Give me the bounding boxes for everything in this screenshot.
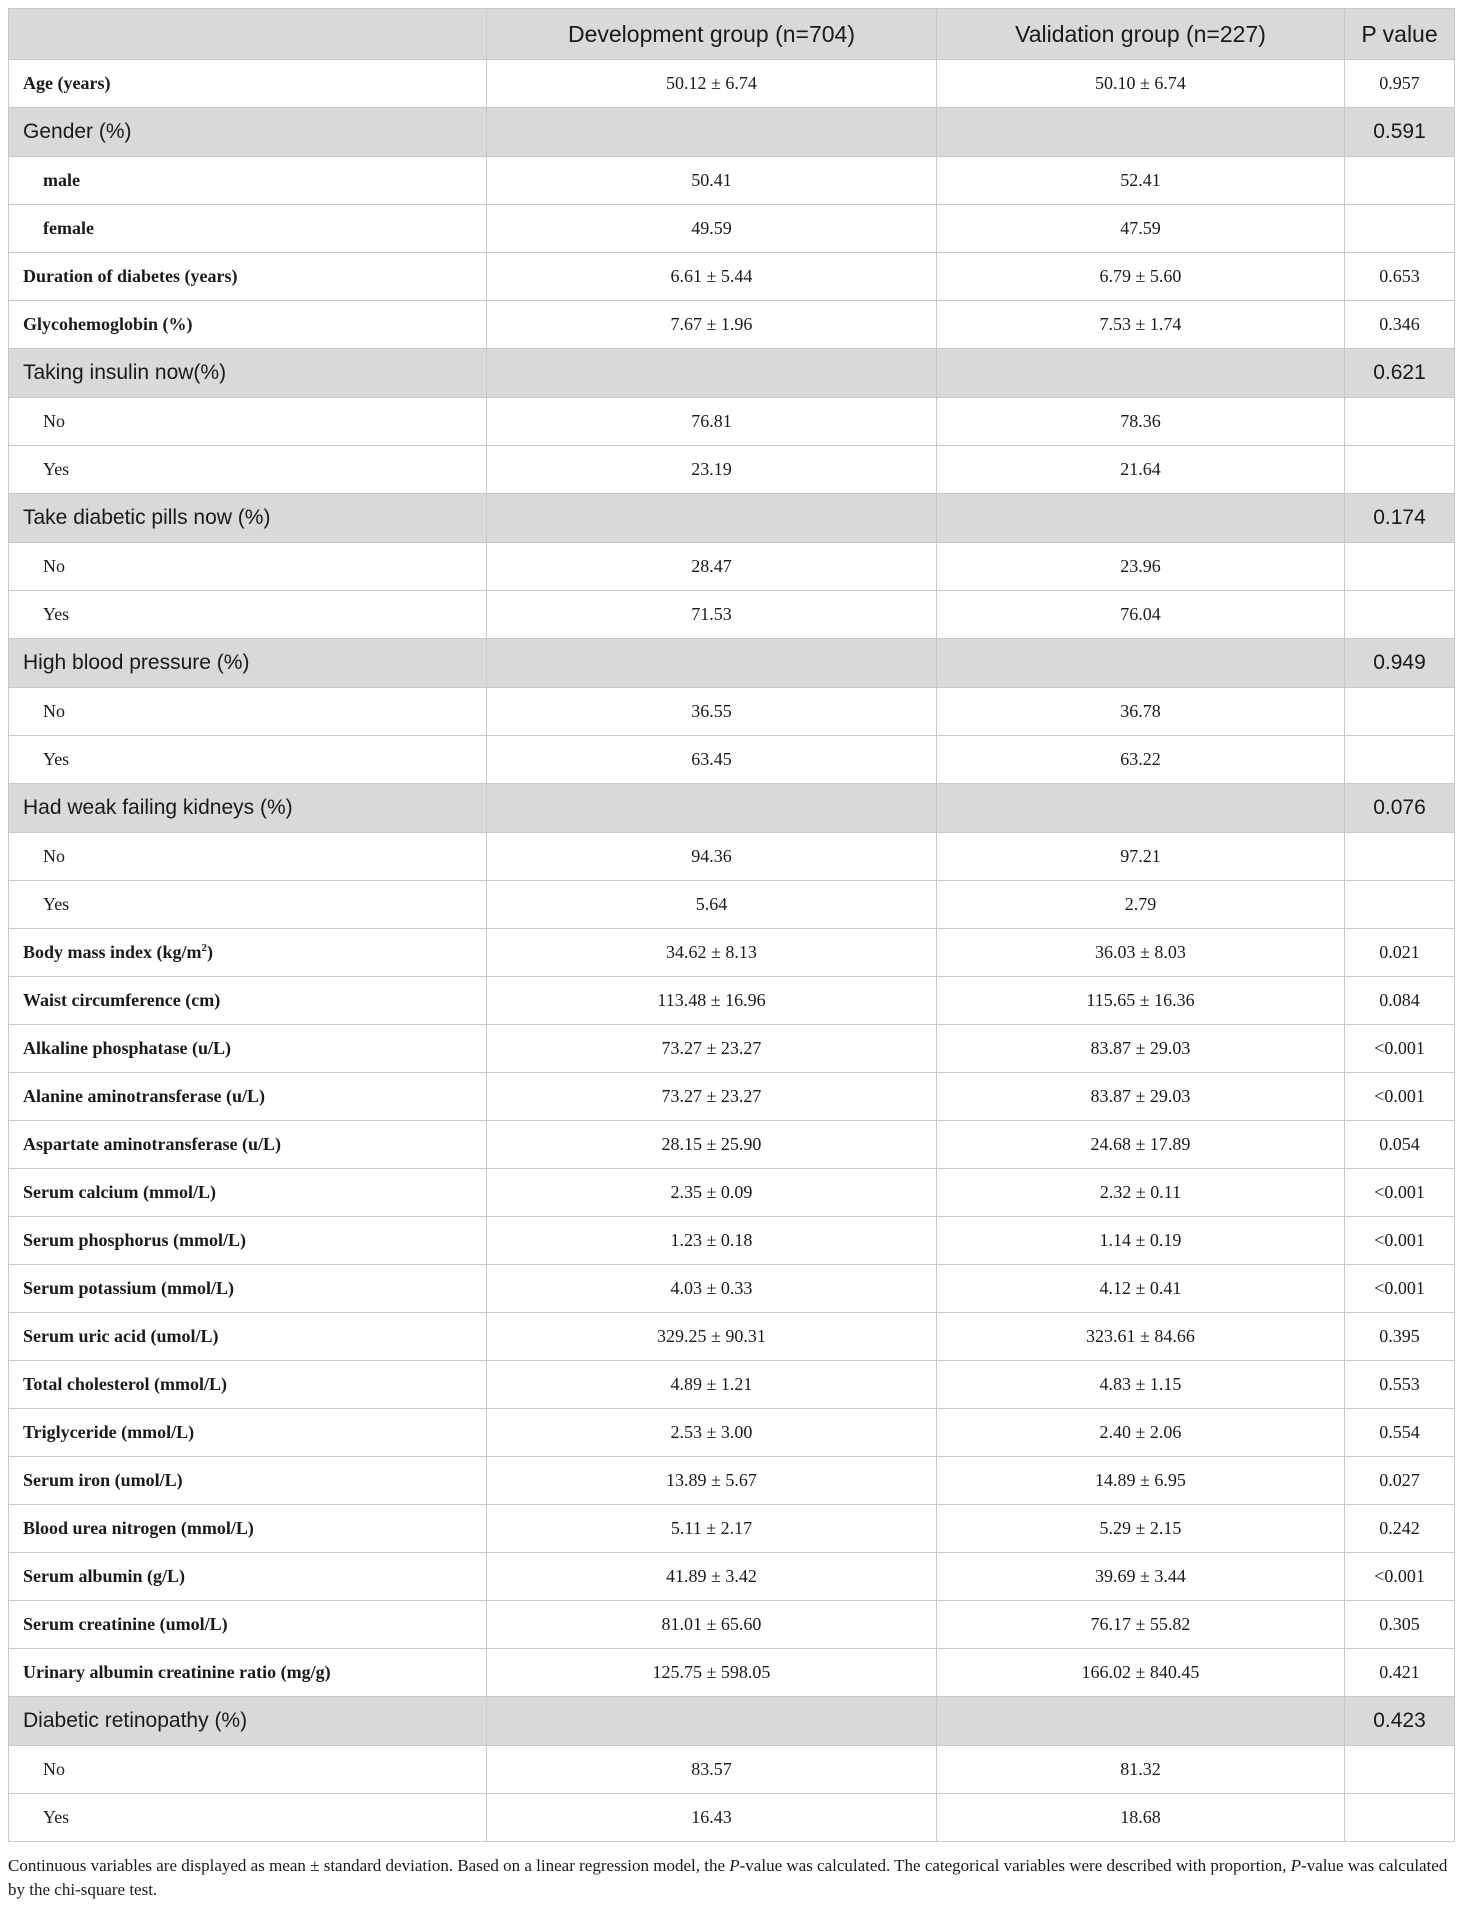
p-value: <0.001 [1345, 1217, 1455, 1265]
header-row [9, 9, 1455, 60]
row-label [9, 253, 487, 301]
row-label-text: Serum albumin (g/L) [23, 1566, 186, 1586]
footnote-text-3: -value was calculated by the chi-square test. [8, 1856, 1448, 1899]
row-label [9, 1409, 487, 1457]
group-row [9, 108, 1455, 157]
development-value: 4.89 ± 1.21 [487, 1361, 937, 1409]
validation-value: 14.89 ± 6.95 [937, 1457, 1345, 1505]
row-label-text: Yes [43, 604, 70, 624]
validation-value: 21.64 [937, 446, 1345, 494]
row-label [9, 494, 487, 543]
development-value: 5.64 [487, 881, 937, 929]
p-value [1345, 833, 1455, 881]
validation-value [937, 108, 1345, 157]
p-value [1345, 688, 1455, 736]
row-label [9, 1746, 487, 1794]
p-value [1345, 398, 1455, 446]
header-validation-group: Validation group (n=227) [937, 9, 1345, 60]
table-row [9, 60, 1455, 108]
row-label [9, 1601, 487, 1649]
development-value: 1.23 ± 0.18 [487, 1217, 937, 1265]
table-row [9, 157, 1455, 205]
validation-value: 83.87 ± 29.03 [937, 1073, 1345, 1121]
development-value: 28.47 [487, 543, 937, 591]
table-container [8, 8, 1454, 1902]
footnote-p-italic-2: P [1290, 1856, 1302, 1875]
row-label-text: Waist circumference (cm) [23, 990, 221, 1010]
p-value: 0.084 [1345, 977, 1455, 1025]
row-label-text: Yes [43, 459, 70, 479]
row-label-text: Glycohemoglobin (%) [23, 314, 193, 334]
validation-value: 36.03 ± 8.03 [937, 929, 1345, 977]
table-row [9, 1361, 1455, 1409]
validation-value: 115.65 ± 16.36 [937, 977, 1345, 1025]
row-label-text: Had weak failing kidneys (%) [23, 796, 293, 819]
table-row [9, 1217, 1455, 1265]
development-value: 73.27 ± 23.27 [487, 1025, 937, 1073]
row-label [9, 1313, 487, 1361]
baseline-characteristics-table [8, 8, 1455, 1842]
validation-value [937, 349, 1345, 398]
row-label-text: No [43, 846, 65, 866]
development-value [487, 108, 937, 157]
development-value: 113.48 ± 16.96 [487, 977, 937, 1025]
row-label [9, 833, 487, 881]
p-value: 0.395 [1345, 1313, 1455, 1361]
development-value: 76.81 [487, 398, 937, 446]
validation-value: 63.22 [937, 736, 1345, 784]
development-value: 329.25 ± 90.31 [487, 1313, 937, 1361]
row-label [9, 1361, 487, 1409]
row-label [9, 784, 487, 833]
development-value [487, 639, 937, 688]
validation-value: 18.68 [937, 1794, 1345, 1842]
row-label-text: Yes [43, 749, 70, 769]
row-label-end: ) [207, 942, 214, 962]
row-label-text: No [43, 411, 65, 431]
row-label-text: High blood pressure (%) [23, 651, 250, 674]
table-row [9, 446, 1455, 494]
row-label [9, 446, 487, 494]
group-row [9, 494, 1455, 543]
row-label-text: Serum creatinine (umol/L) [23, 1614, 228, 1634]
row-label [9, 639, 487, 688]
development-value: 28.15 ± 25.90 [487, 1121, 937, 1169]
validation-value: 97.21 [937, 833, 1345, 881]
p-value: 0.957 [1345, 60, 1455, 108]
table-row [9, 1746, 1455, 1794]
validation-value: 1.14 ± 0.19 [937, 1217, 1345, 1265]
table-body [9, 60, 1455, 1842]
row-label-text: Taking insulin now(%) [23, 361, 227, 384]
development-value [487, 494, 937, 543]
validation-value: 36.78 [937, 688, 1345, 736]
table-row [9, 398, 1455, 446]
p-value: 0.346 [1345, 301, 1455, 349]
row-label [9, 1121, 487, 1169]
p-value [1345, 591, 1455, 639]
row-label [9, 881, 487, 929]
row-label [9, 1649, 487, 1697]
row-label-text: Yes [43, 1807, 70, 1827]
row-label-text: Gender (%) [23, 120, 132, 143]
p-value [1345, 543, 1455, 591]
row-label-text: Yes [43, 894, 70, 914]
p-value [1345, 736, 1455, 784]
development-value: 50.12 ± 6.74 [487, 60, 937, 108]
validation-value: 323.61 ± 84.66 [937, 1313, 1345, 1361]
row-label [9, 736, 487, 784]
validation-value: 24.68 ± 17.89 [937, 1121, 1345, 1169]
row-label-text: Serum uric acid (umol/L) [23, 1326, 219, 1346]
p-value: 0.174 [1345, 494, 1455, 543]
p-value [1345, 446, 1455, 494]
p-value: <0.001 [1345, 1265, 1455, 1313]
validation-value: 50.10 ± 6.74 [937, 60, 1345, 108]
p-value: <0.001 [1345, 1073, 1455, 1121]
p-value: 0.653 [1345, 253, 1455, 301]
development-value: 4.03 ± 0.33 [487, 1265, 937, 1313]
development-value: 23.19 [487, 446, 937, 494]
table-row [9, 1649, 1455, 1697]
row-label [9, 1794, 487, 1842]
p-value: 0.949 [1345, 639, 1455, 688]
table-row [9, 1457, 1455, 1505]
group-row [9, 639, 1455, 688]
development-value: 6.61 ± 5.44 [487, 253, 937, 301]
row-label [9, 591, 487, 639]
validation-value: 6.79 ± 5.60 [937, 253, 1345, 301]
table-row [9, 1025, 1455, 1073]
row-label [9, 1169, 487, 1217]
development-value: 5.11 ± 2.17 [487, 1505, 937, 1553]
row-label-text: male [43, 170, 80, 190]
development-value: 2.35 ± 0.09 [487, 1169, 937, 1217]
table-row [9, 881, 1455, 929]
p-value: 0.242 [1345, 1505, 1455, 1553]
development-value: 34.62 ± 8.13 [487, 929, 937, 977]
row-label-text: Total cholesterol (mmol/L) [23, 1374, 227, 1394]
row-label-text: No [43, 1759, 65, 1779]
row-label-text: Triglyceride (mmol/L) [23, 1422, 195, 1442]
development-value: 63.45 [487, 736, 937, 784]
p-value: 0.027 [1345, 1457, 1455, 1505]
development-value: 73.27 ± 23.27 [487, 1073, 937, 1121]
validation-value: 81.32 [937, 1746, 1345, 1794]
p-value: <0.001 [1345, 1553, 1455, 1601]
p-value: <0.001 [1345, 1169, 1455, 1217]
table-row [9, 1601, 1455, 1649]
row-label [9, 543, 487, 591]
row-label [9, 1553, 487, 1601]
row-label [9, 688, 487, 736]
validation-value: 2.32 ± 0.11 [937, 1169, 1345, 1217]
development-value: 2.53 ± 3.00 [487, 1409, 937, 1457]
validation-value: 83.87 ± 29.03 [937, 1025, 1345, 1073]
development-value: 36.55 [487, 688, 937, 736]
row-label-text: Diabetic retinopathy (%) [23, 1709, 248, 1732]
row-label [9, 349, 487, 398]
p-value [1345, 881, 1455, 929]
table-row [9, 736, 1455, 784]
row-label-superscript: 2 [201, 942, 208, 954]
footnote-p-italic-1: P [729, 1856, 740, 1875]
p-value: 0.021 [1345, 929, 1455, 977]
table-row [9, 929, 1455, 977]
footnote-text-2: -value was calculated. The categorical variables were described with proportion, [739, 1856, 1291, 1875]
p-value [1345, 157, 1455, 205]
row-label-text: Alkaline phosphatase (u/L) [23, 1038, 232, 1058]
development-value [487, 784, 937, 833]
table-row [9, 1313, 1455, 1361]
validation-value: 166.02 ± 840.45 [937, 1649, 1345, 1697]
p-value: 0.423 [1345, 1697, 1455, 1746]
row-label-text: Take diabetic pills now (%) [23, 506, 271, 529]
p-value: 0.621 [1345, 349, 1455, 398]
validation-value: 76.04 [937, 591, 1345, 639]
table-row [9, 833, 1455, 881]
validation-value: 4.12 ± 0.41 [937, 1265, 1345, 1313]
development-value: 41.89 ± 3.42 [487, 1553, 937, 1601]
development-value [487, 349, 937, 398]
development-value: 125.75 ± 598.05 [487, 1649, 937, 1697]
header-development-group: Development group (n=704) [487, 9, 937, 60]
row-label [9, 1073, 487, 1121]
row-label [9, 157, 487, 205]
development-value: 13.89 ± 5.67 [487, 1457, 937, 1505]
row-label [9, 205, 487, 253]
row-label-text: Duration of diabetes (years) [23, 266, 238, 286]
row-label [9, 1697, 487, 1746]
table-footnote [8, 1854, 1454, 1902]
validation-value: 2.40 ± 2.06 [937, 1409, 1345, 1457]
validation-value: 23.96 [937, 543, 1345, 591]
validation-value: 52.41 [937, 157, 1345, 205]
p-value: 0.076 [1345, 784, 1455, 833]
row-label [9, 398, 487, 446]
group-row [9, 784, 1455, 833]
row-label [9, 1505, 487, 1553]
development-value: 7.67 ± 1.96 [487, 301, 937, 349]
p-value [1345, 1794, 1455, 1842]
row-label-text: Serum calcium (mmol/L) [23, 1182, 216, 1202]
row-label [9, 977, 487, 1025]
row-label [9, 929, 487, 977]
row-label-text: Body mass index (kg/m [23, 942, 202, 962]
development-value [487, 1697, 937, 1746]
development-value: 71.53 [487, 591, 937, 639]
p-value: 0.553 [1345, 1361, 1455, 1409]
table-row [9, 1265, 1455, 1313]
table-row [9, 1553, 1455, 1601]
validation-value: 47.59 [937, 205, 1345, 253]
development-value: 50.41 [487, 157, 937, 205]
header-variable [9, 9, 487, 60]
p-value [1345, 1746, 1455, 1794]
validation-value: 39.69 ± 3.44 [937, 1553, 1345, 1601]
row-label-text: female [43, 218, 94, 238]
row-label-text: Aspartate aminotransferase (u/L) [23, 1134, 281, 1154]
development-value: 16.43 [487, 1794, 937, 1842]
table-row [9, 301, 1455, 349]
group-row [9, 349, 1455, 398]
row-label [9, 301, 487, 349]
row-label-text: Serum iron (umol/L) [23, 1470, 183, 1490]
validation-value [937, 1697, 1345, 1746]
table-row [9, 1169, 1455, 1217]
development-value: 94.36 [487, 833, 937, 881]
table-row [9, 1794, 1455, 1842]
validation-value [937, 639, 1345, 688]
p-value: 0.554 [1345, 1409, 1455, 1457]
row-label-text: Serum potassium (mmol/L) [23, 1278, 234, 1298]
row-label-text: Alanine aminotransferase (u/L) [23, 1086, 265, 1106]
validation-value: 2.79 [937, 881, 1345, 929]
row-label-text: Serum phosphorus (mmol/L) [23, 1230, 247, 1250]
table-row [9, 977, 1455, 1025]
p-value [1345, 205, 1455, 253]
p-value: 0.421 [1345, 1649, 1455, 1697]
footnote-text-1: Continuous variables are displayed as mean ± standard deviation. Based on a linear regression model, the [8, 1856, 730, 1875]
development-value: 49.59 [487, 205, 937, 253]
validation-value [937, 784, 1345, 833]
p-value: 0.054 [1345, 1121, 1455, 1169]
row-label-text: Blood urea nitrogen (mmol/L) [23, 1518, 254, 1538]
row-label [9, 1217, 487, 1265]
table-row [9, 1409, 1455, 1457]
table-row [9, 1121, 1455, 1169]
group-row [9, 1697, 1455, 1746]
table-row [9, 253, 1455, 301]
validation-value: 76.17 ± 55.82 [937, 1601, 1345, 1649]
row-label [9, 108, 487, 157]
table-row [9, 205, 1455, 253]
row-label [9, 1457, 487, 1505]
row-label-text: Age (years) [23, 73, 111, 93]
validation-value: 7.53 ± 1.74 [937, 301, 1345, 349]
table-row [9, 543, 1455, 591]
p-value: <0.001 [1345, 1025, 1455, 1073]
p-value: 0.591 [1345, 108, 1455, 157]
validation-value: 5.29 ± 2.15 [937, 1505, 1345, 1553]
validation-value [937, 494, 1345, 543]
p-value: 0.305 [1345, 1601, 1455, 1649]
validation-value: 78.36 [937, 398, 1345, 446]
row-label-text: No [43, 556, 65, 576]
row-label-text: Urinary albumin creatinine ratio (mg/g) [23, 1662, 331, 1682]
validation-value: 4.83 ± 1.15 [937, 1361, 1345, 1409]
development-value: 81.01 ± 65.60 [487, 1601, 937, 1649]
row-label [9, 1025, 487, 1073]
table-row [9, 1073, 1455, 1121]
header-p-value: P value [1345, 9, 1455, 60]
row-label [9, 60, 487, 108]
table-row [9, 591, 1455, 639]
table-row [9, 1505, 1455, 1553]
row-label [9, 1265, 487, 1313]
development-value: 83.57 [487, 1746, 937, 1794]
row-label-text: No [43, 701, 65, 721]
table-row [9, 688, 1455, 736]
